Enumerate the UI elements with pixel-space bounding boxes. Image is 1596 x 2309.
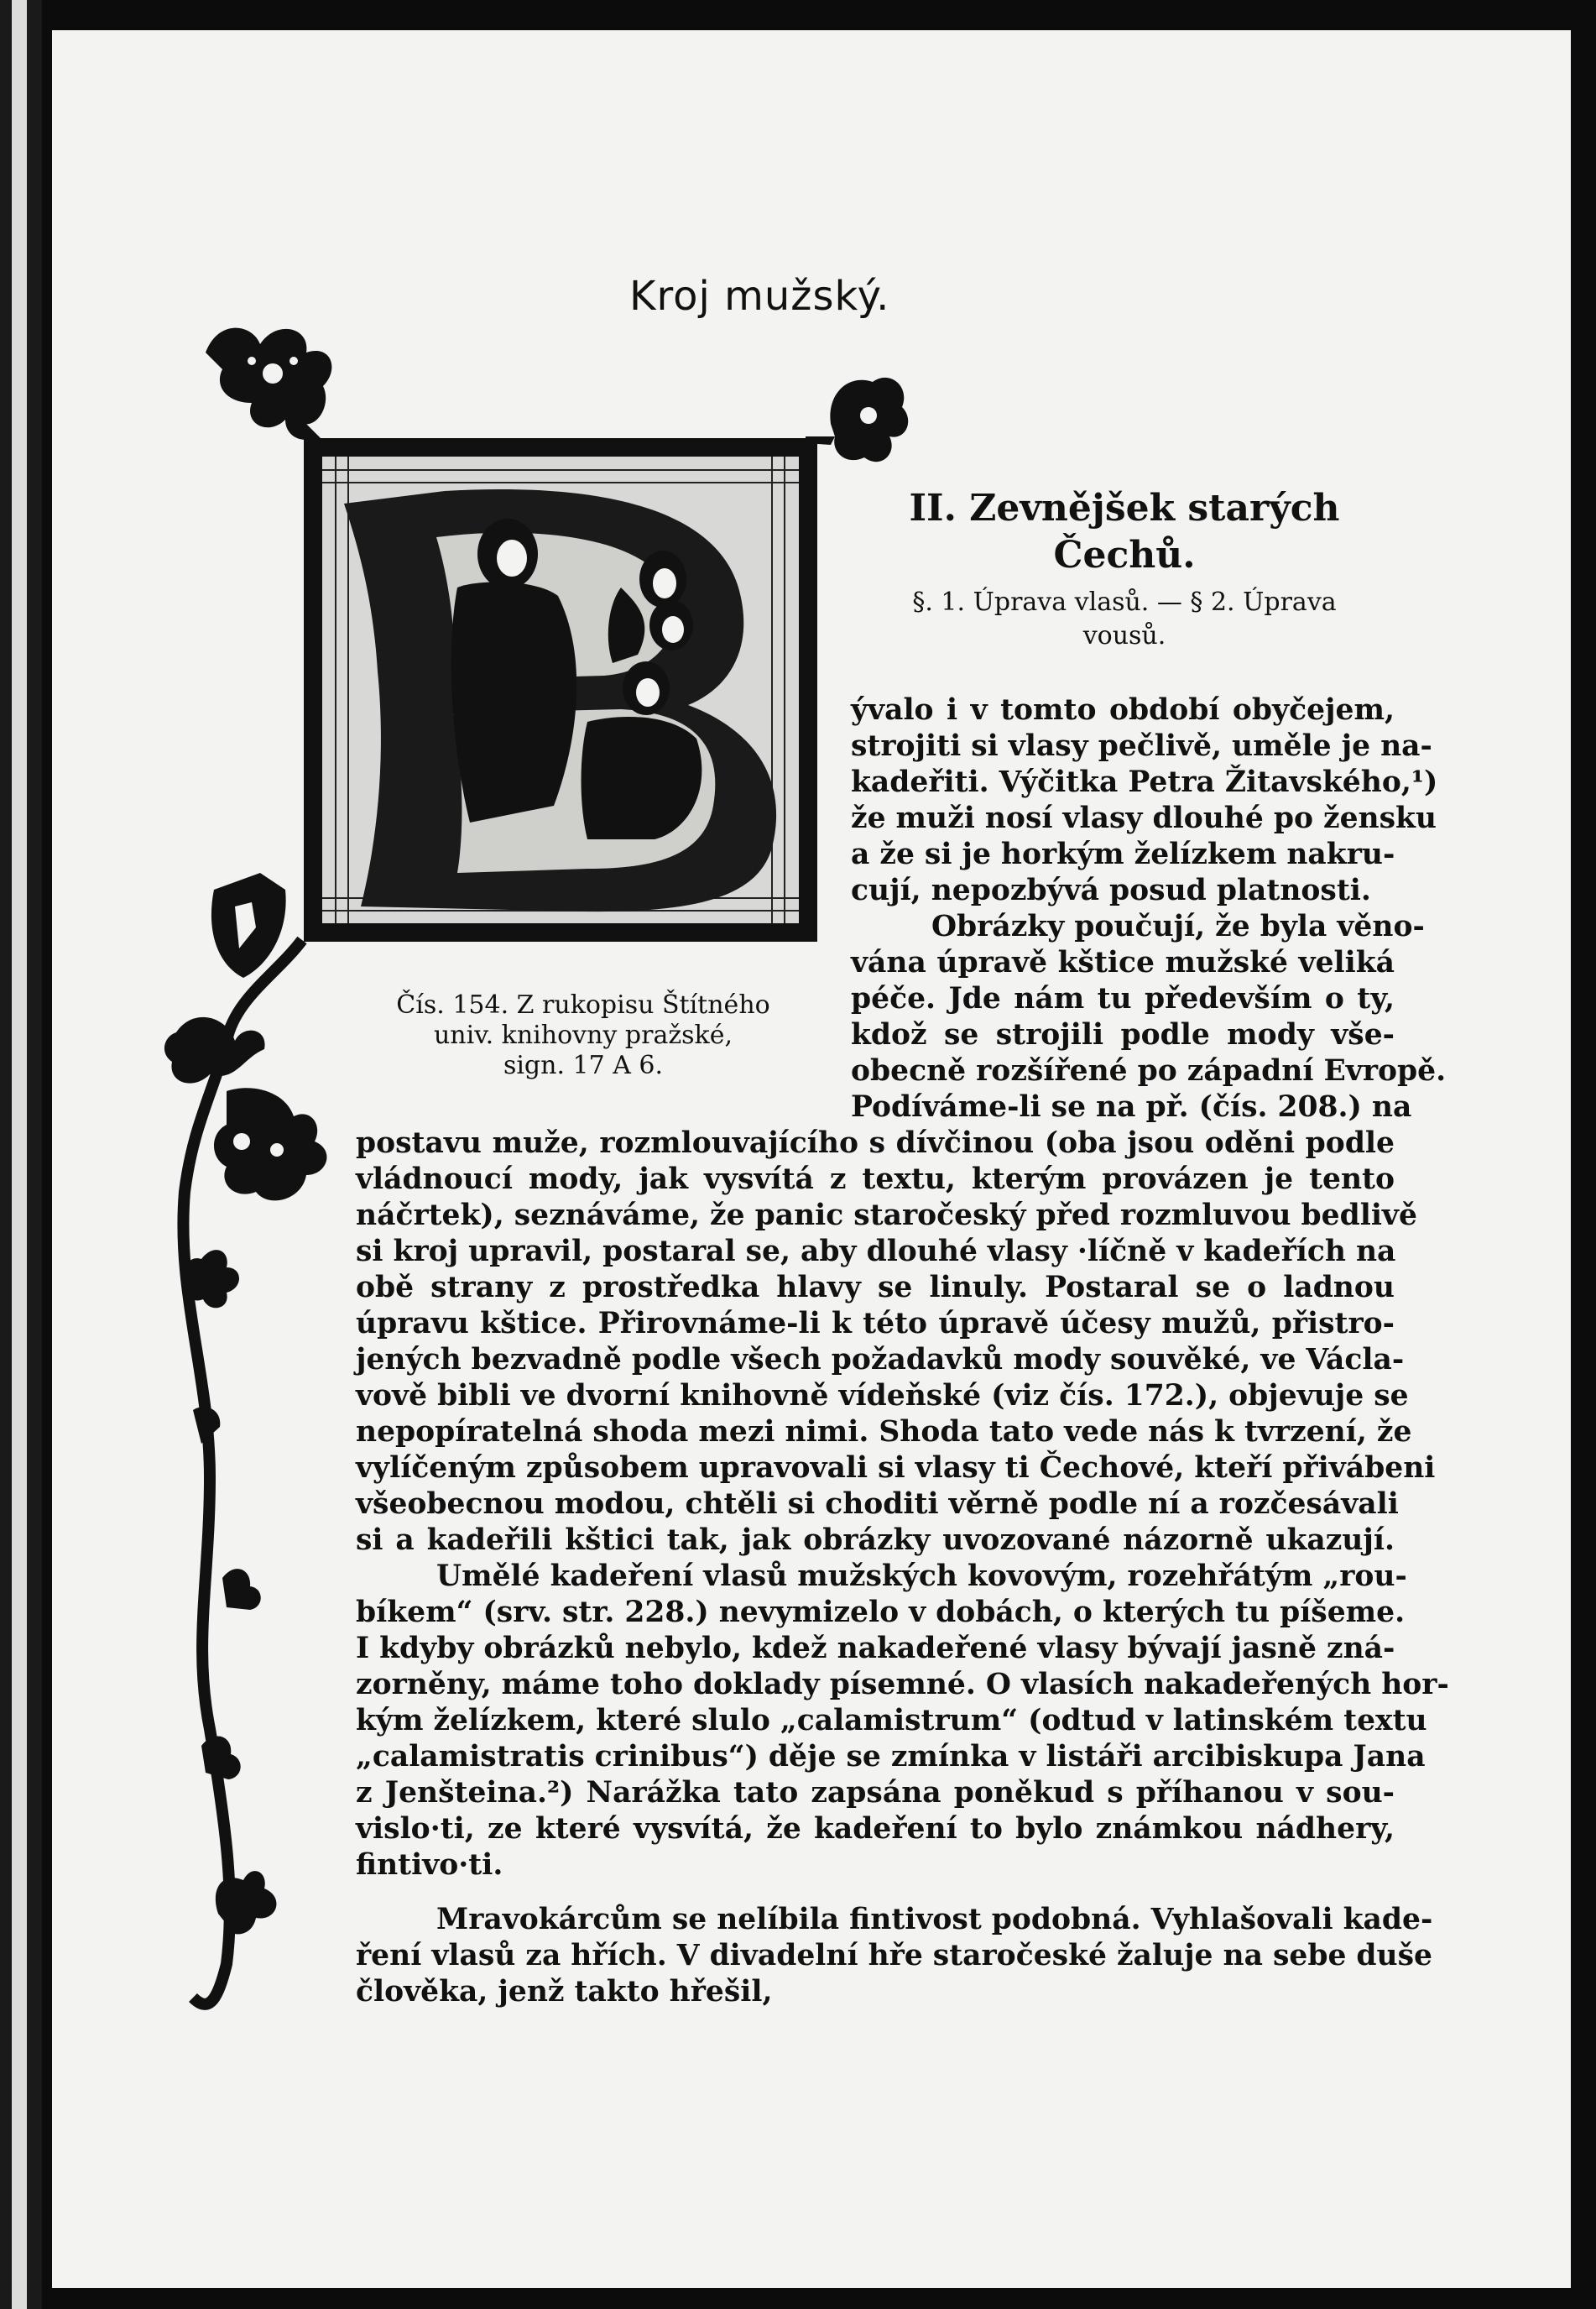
text-line: Podíváme-li se na př. (čís. 208.) na	[851, 1090, 1412, 1124]
caption-line: sign. 17 A 6.	[503, 1051, 664, 1080]
text-line: vylíčeným způsobem upravovali si vlasy ti Čechové, kteří přivábeni	[356, 1451, 1436, 1485]
text-line: zorněny, máme toho doklady písemné. O vlasích nakadeřených hor-	[356, 1668, 1449, 1701]
text-line: nepopíratelná shoda mezi nimi. Shoda tato vede nás k tvrzení, že	[356, 1415, 1412, 1449]
top-right-flourish	[806, 378, 908, 462]
text-line: Mravokárcům se nelíbila fintivost podobná. Vyhlašovali kade-	[436, 1903, 1433, 1936]
text-line: ření vlasů za hřích. V divadelní hře staročeské žaluje na sebe duše	[356, 1939, 1433, 1972]
top-left-flourish	[206, 328, 331, 445]
chapter-title	[856, 485, 1393, 579]
text-line: Umělé kadeření vlasů mužských kovovým, rozehřátým „rou-	[436, 1559, 1407, 1593]
text-line: úpravu kštice. Přirovnáme-li k této úpravě účesy mužů, přistro-	[356, 1307, 1395, 1340]
section-heading-line: §. 1. Úprava vlasů. — § 2. Úprava	[912, 588, 1337, 617]
caption-line: univ. knihovny pražské,	[433, 1021, 733, 1050]
text-line: „calamistratis crinibus“) děje se zmínka v listáři arcibiskupa Jana	[356, 1740, 1426, 1774]
text-line: strojiti si vlasy pečlivě, uměle je na-	[851, 729, 1432, 763]
caption-line: Čís. 154. Z rukopisu Štítného	[396, 990, 770, 1020]
text-line: a že si je horkým želízkem nakru-	[851, 838, 1395, 871]
text-line: bíkem“ (srv. str. 228.) nevymizelo v dobách, o kterých tu píšeme.	[356, 1596, 1406, 1629]
text-line: Obrázky poučují, že byla věno-	[931, 910, 1425, 943]
text-line: že muži nosí vlasy dlouhé po žensku	[851, 802, 1437, 835]
text-line: vládnoucí mody, jak vysvítá z textu, kterým provázen je tento	[356, 1162, 1395, 1196]
text-line: z Jenšteina.²) Narážka tato zapsána poněkud s příhanou v sou-	[356, 1776, 1395, 1810]
text-line: si a kadeřili kštici tak, jak obrázky uvozované názorně ukazují.	[356, 1523, 1395, 1557]
chapter-title-line: Čechů.	[1053, 534, 1196, 577]
text-line: postavu muže, rozmlouvajícího s dívčinou (oba jsou oděni podle	[356, 1126, 1395, 1160]
text-line: fintivo·ti.	[356, 1848, 503, 1882]
text-line: kadeřiti. Výčitka Petra Žitavského,¹)	[851, 765, 1438, 799]
text-line: vislo·ti, ze které vysvítá, že kadeření to bylo známkou nádhery,	[356, 1812, 1395, 1846]
text-line: člověka, jenž takto hřešil,	[356, 1975, 773, 2009]
text-line: si kroj upravil, postaral se, aby dlouhé vlasy ·líčně v kadeřích na	[356, 1235, 1396, 1268]
text-line: kdož se strojili podle mody vše-	[851, 1018, 1395, 1052]
section-heading	[856, 586, 1393, 653]
figure-caption	[344, 990, 822, 1081]
text-line: cují, nepozbývá posud platnosti.	[851, 874, 1371, 907]
text-line: vána úpravě kštice mužské veliká	[851, 946, 1395, 979]
text-line: obecně rozšířené po západní Evropě.	[851, 1054, 1447, 1088]
text-line: I kdyby obrázků nebylo, kdež nakadeřené vlasy bývají jasně zná-	[356, 1632, 1395, 1665]
text-line: péče. Jde nám tu především o ty,	[851, 982, 1395, 1016]
text-line: ývalo i v tomto období obyčejem,	[851, 693, 1395, 727]
section-heading-line: vousů.	[1082, 621, 1166, 650]
text-line: náčrtek), seznáváme, že panic staročeský před rozmluvou bedlivě	[356, 1199, 1417, 1232]
text-line: kým želízkem, které slulo „calamistrum“ (odtud v latinském textu	[356, 1704, 1427, 1737]
text-line: vově bibli ve dvorní knihovně vídeňské (viz čís. 172.), objevuje se	[356, 1379, 1409, 1413]
text-line: obě strany z prostředka hlavy se linuly. Postaral se o ladnou	[356, 1271, 1395, 1304]
text-line: jených bezvadně podle všech požadavků mody souvěké, ve Václa-	[356, 1343, 1405, 1377]
text-line: všeobecnou modou, chtěli si choditi věrně podle ní a rozčesávali	[356, 1487, 1399, 1521]
chapter-title-line: II. Zevnějšek starých	[909, 487, 1340, 530]
running-head: Kroj mužský.	[629, 273, 890, 320]
